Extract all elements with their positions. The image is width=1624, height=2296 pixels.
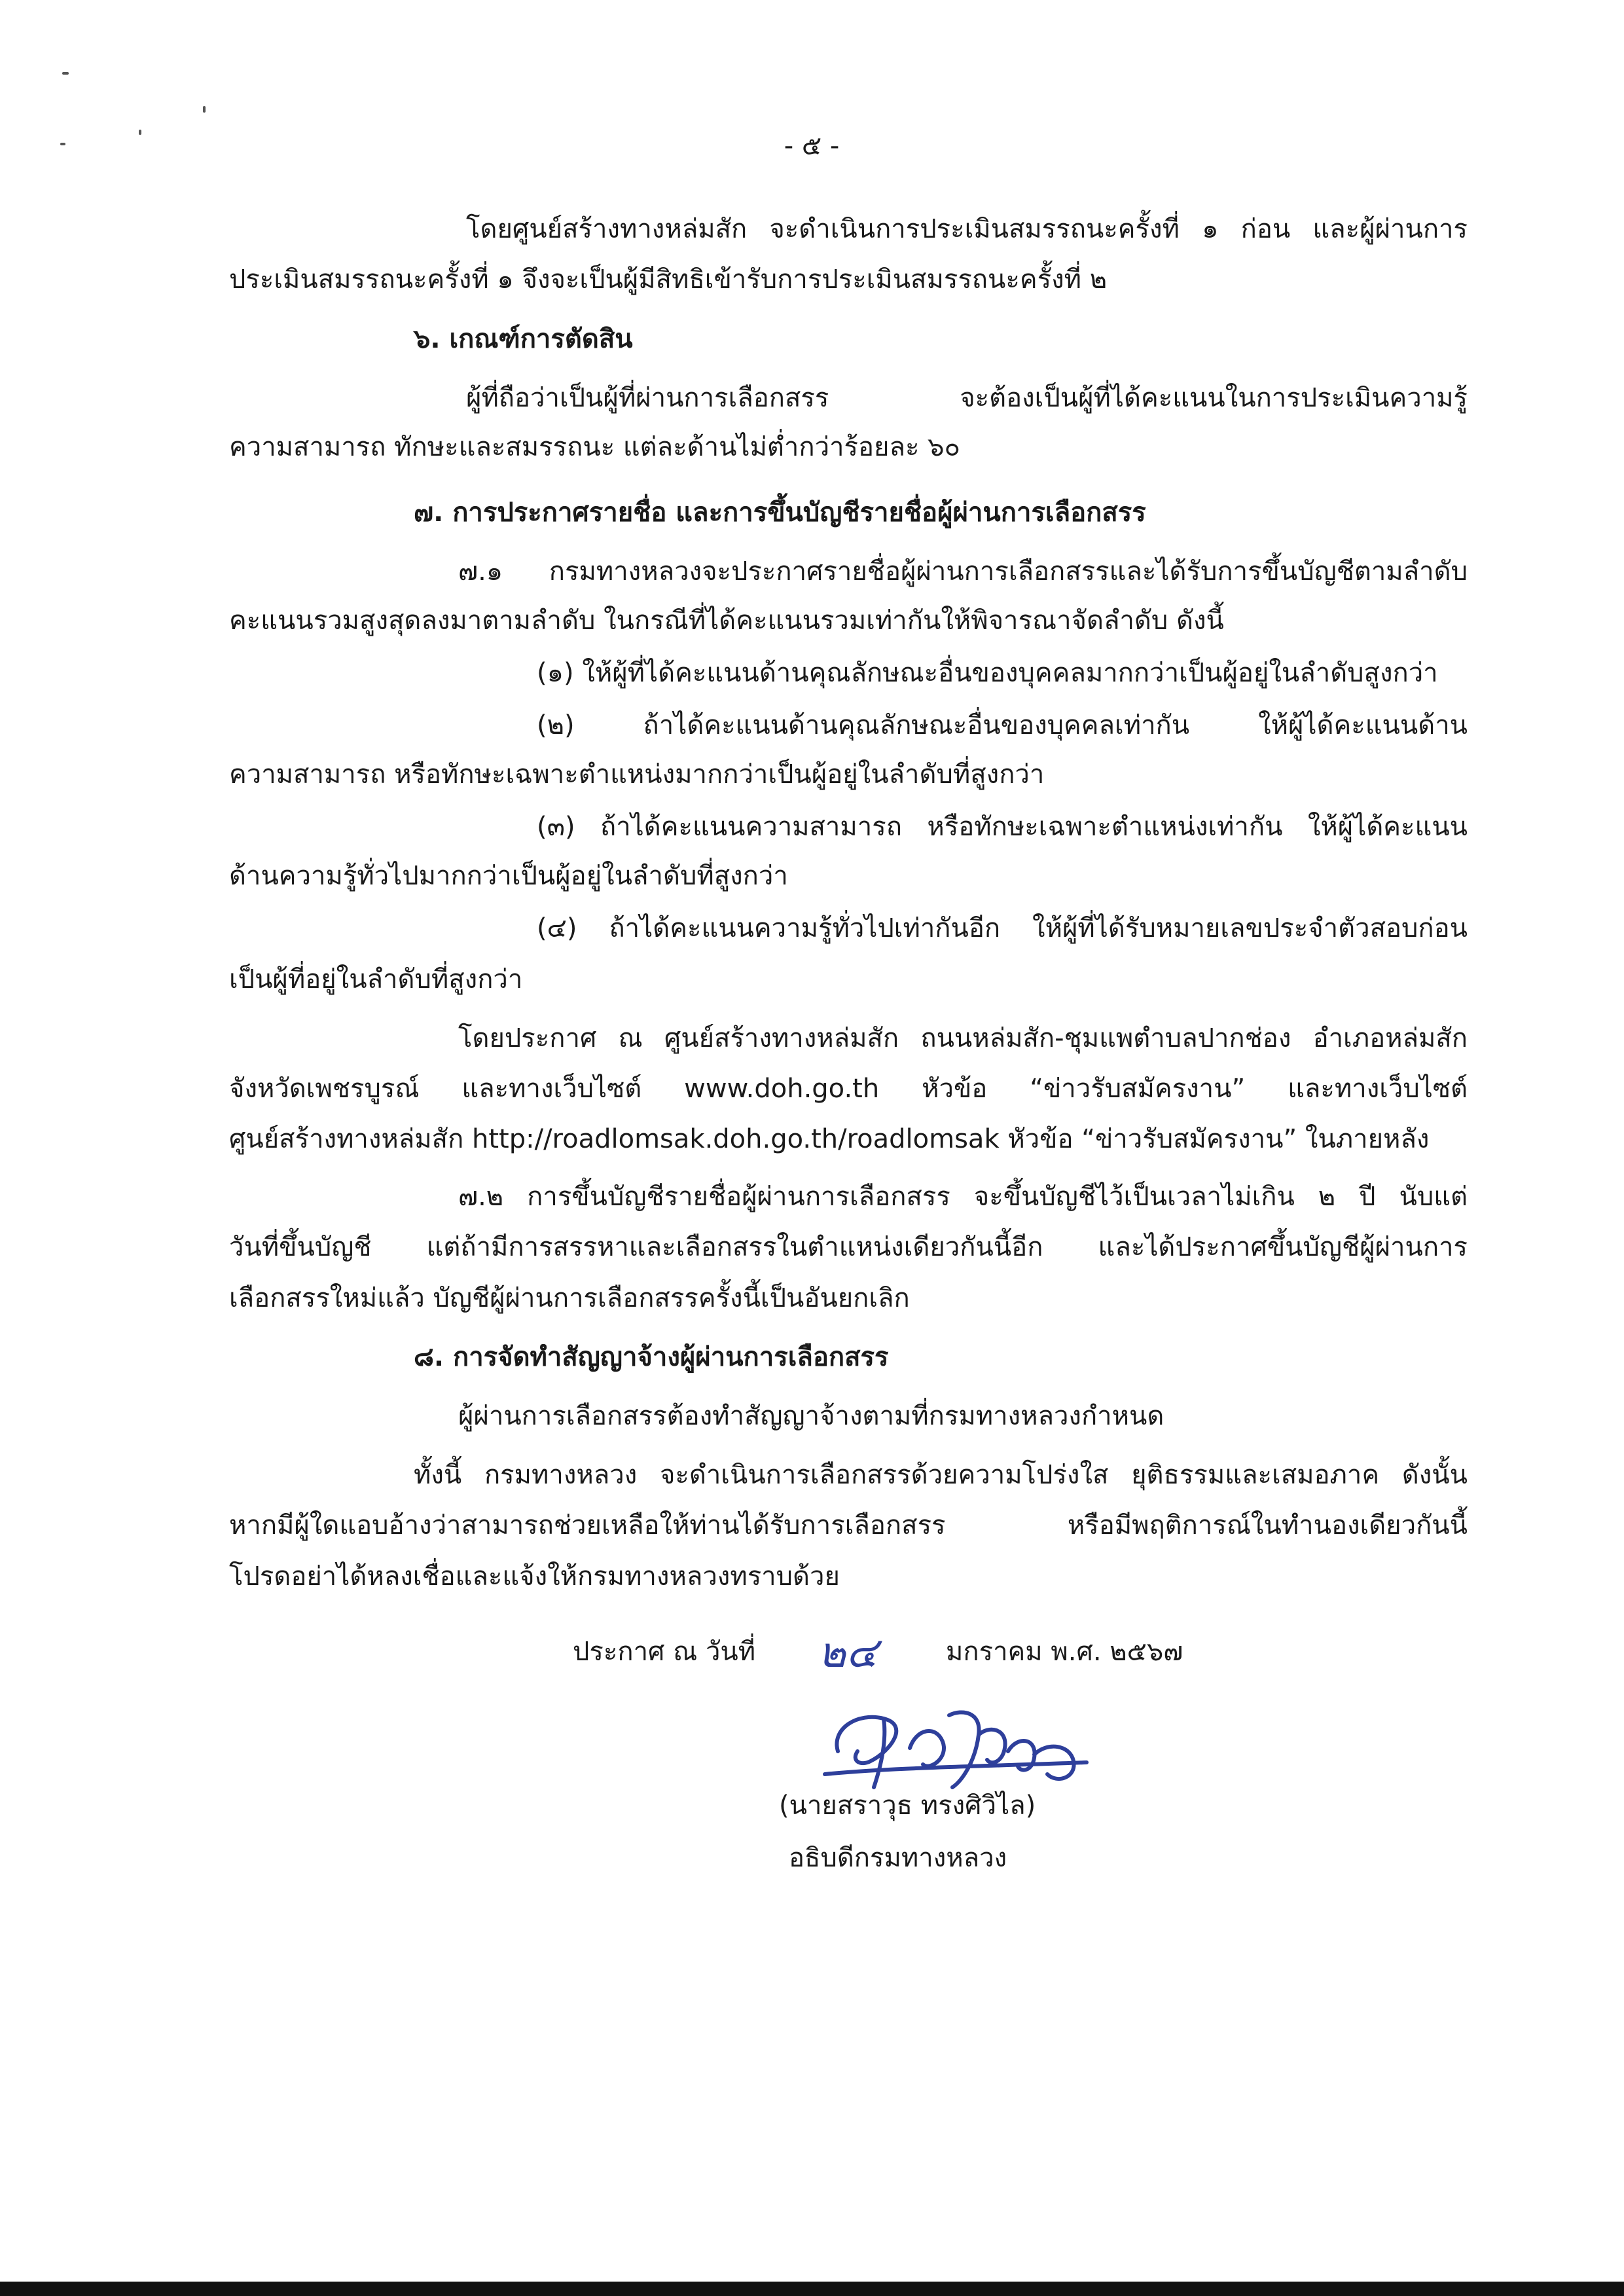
announcement-day-handwritten: ๒๔ [818, 1629, 878, 1677]
announcement-date-prefix: ประกาศ ณ วันที่ [573, 1637, 756, 1667]
signatory-title: อธิบดีกรมทางหลวง [789, 1843, 1007, 1873]
paragraph-line: ผู้ที่ถือว่าเป็นผู้ที่ผ่านการเลือกสรร จะต้องเป็นผู้ที่ได้คะแนนในการประเมินความรู้ [466, 383, 1468, 413]
paragraph-line: ผู้ผ่านการเลือกสรรต้องทำสัญญาจ้างตามที่กรมทางหลวงกำหนด [458, 1401, 1164, 1431]
page-number: - ๕ - [784, 131, 840, 161]
paragraph-line: เป็นผู้ที่อยู่ในลำดับที่สูงกว่า [229, 964, 523, 994]
paragraph-line: หากมีผู้ใดแอบอ้างว่าสามารถช่วยเหลือให้ท่านได้รับการเลือกสรร หรือมีพฤติการณ์ในทำนองเดียวกันนี้ [229, 1510, 1468, 1540]
signatory-name: (นายสราวุธ ทรงศิวิไล) [779, 1791, 1036, 1821]
section-heading-6: ๖. เกณฑ์การตัดสิน [414, 324, 633, 354]
paragraph-line: จังหวัดเพชรบูรณ์ และทางเว็บไซต์ www.doh.go.th หัวข้อ “ข่าวรับสมัครงาน” และทางเว็บไซต์ [229, 1074, 1468, 1104]
scan-speck [203, 106, 206, 113]
paragraph-line: วันที่ขึ้นบัญชี แต่ถ้ามีการสรรหาและเลือกสรรในตำแหน่งเดียวกันนี้อีก และได้ประกาศขึ้นบัญชีผู้ผ่านการ [229, 1232, 1468, 1262]
paragraph-line: คะแนนรวมสูงสุดลงมาตามลำดับ ในกรณีที่ได้คะแนนรวมเท่ากันให้พิจารณาจัดลำดับ ดังนี้ [229, 606, 1224, 636]
paragraph-line: (๓) ถ้าได้คะแนนความสามารถ หรือทักษะเฉพาะตำแหน่งเท่ากัน ให้ผู้ได้คะแนน [537, 812, 1468, 842]
scan-speck [60, 143, 65, 145]
paragraph-line: ความสามารถ หรือทักษะเฉพาะตำแหน่งมากกว่าเป็นผู้อยู่ในลำดับที่สูงกว่า [229, 759, 1045, 790]
paragraph-line: (๒) ถ้าได้คะแนนด้านคุณลักษณะอื่นของบุคคลเท่ากัน ให้ผู้ได้คะแนนด้าน [537, 710, 1468, 740]
paragraph-line: ๗.๑ กรมทางหลวงจะประกาศรายชื่อผู้ผ่านการเลือกสรรและได้รับการขึ้นบัญชีตามลำดับ [458, 556, 1468, 587]
paragraph-line: โดยศูนย์สร้างทางหล่มสัก จะดำเนินการประเมินสมรรถนะครั้งที่ ๑ ก่อน และผู้ผ่านการ [466, 214, 1468, 244]
paragraph-line: ความสามารถ ทักษะและสมรรถนะ แต่ละด้านไม่ต่ำกว่าร้อยละ ๖๐ [229, 432, 960, 462]
section-heading-8: ๘. การจัดทำสัญญาจ้างผู้ผ่านการเลือกสรร [414, 1342, 889, 1372]
announcement-month-year: มกราคม พ.ศ. ๒๕๖๗ [946, 1637, 1183, 1667]
paragraph-line: โดยประกาศ ณ ศูนย์สร้างทางหล่มสัก ถนนหล่มสัก-ชุมแพตำบลปากช่อง อำเภอหล่มสัก [458, 1023, 1468, 1053]
paragraph-line: ศูนย์สร้างทางหล่มสัก http://roadlomsak.doh.go.th/roadlomsak หัวข้อ “ข่าวรับสมัครงาน” ในภายหลัง [229, 1124, 1430, 1154]
paragraph-line: ด้านความรู้ทั่วไปมากกว่าเป็นผู้อยู่ในลำดับที่สูงกว่า [229, 861, 788, 891]
paragraph-line: (๔) ถ้าได้คะแนนความรู้ทั่วไปเท่ากันอีก ให้ผู้ที่ได้รับหมายเลขประจำตัวสอบก่อน [537, 913, 1468, 943]
paragraph-line: ๗.๒ การขึ้นบัญชีรายชื่อผู้ผ่านการเลือกสรร จะขึ้นบัญชีไว้เป็นเวลาไม่เกิน ๒ ปี นับแต่ [458, 1182, 1468, 1212]
paragraph-line: ทั้งนี้ กรมทางหลวง จะดำเนินการเลือกสรรด้วยความโปร่งใส ยุติธรรมและเสมอภาค ดังนั้น [414, 1460, 1468, 1490]
scan-speck [62, 72, 69, 75]
paragraph-line: เลือกสรรใหม่แล้ว บัญชีผู้ผ่านการเลือกสรรครั้งนี้เป็นอันยกเลิก [229, 1283, 910, 1313]
scan-bottom-edge [0, 2282, 1624, 2296]
scan-speck [139, 130, 141, 135]
section-heading-7: ๗. การประกาศรายชื่อ และการขึ้นบัญชีรายชื่อผู้ผ่านการเลือกสรร [414, 498, 1146, 528]
paragraph-line: (๑) ให้ผู้ที่ได้คะแนนด้านคุณลักษณะอื่นของบุคคลมากกว่าเป็นผู้อยู่ในลำดับสูงกว่า [537, 658, 1438, 688]
paragraph-line: โปรดอย่าได้หลงเชื่อและแจ้งให้กรมทางหลวงทราบด้วย [229, 1561, 840, 1592]
paragraph-line: ประเมินสมรรถนะครั้งที่ ๑ จึงจะเป็นผู้มีสิทธิเข้ารับการประเมินสมรรถนะครั้งที่ ๒ [229, 264, 1108, 295]
